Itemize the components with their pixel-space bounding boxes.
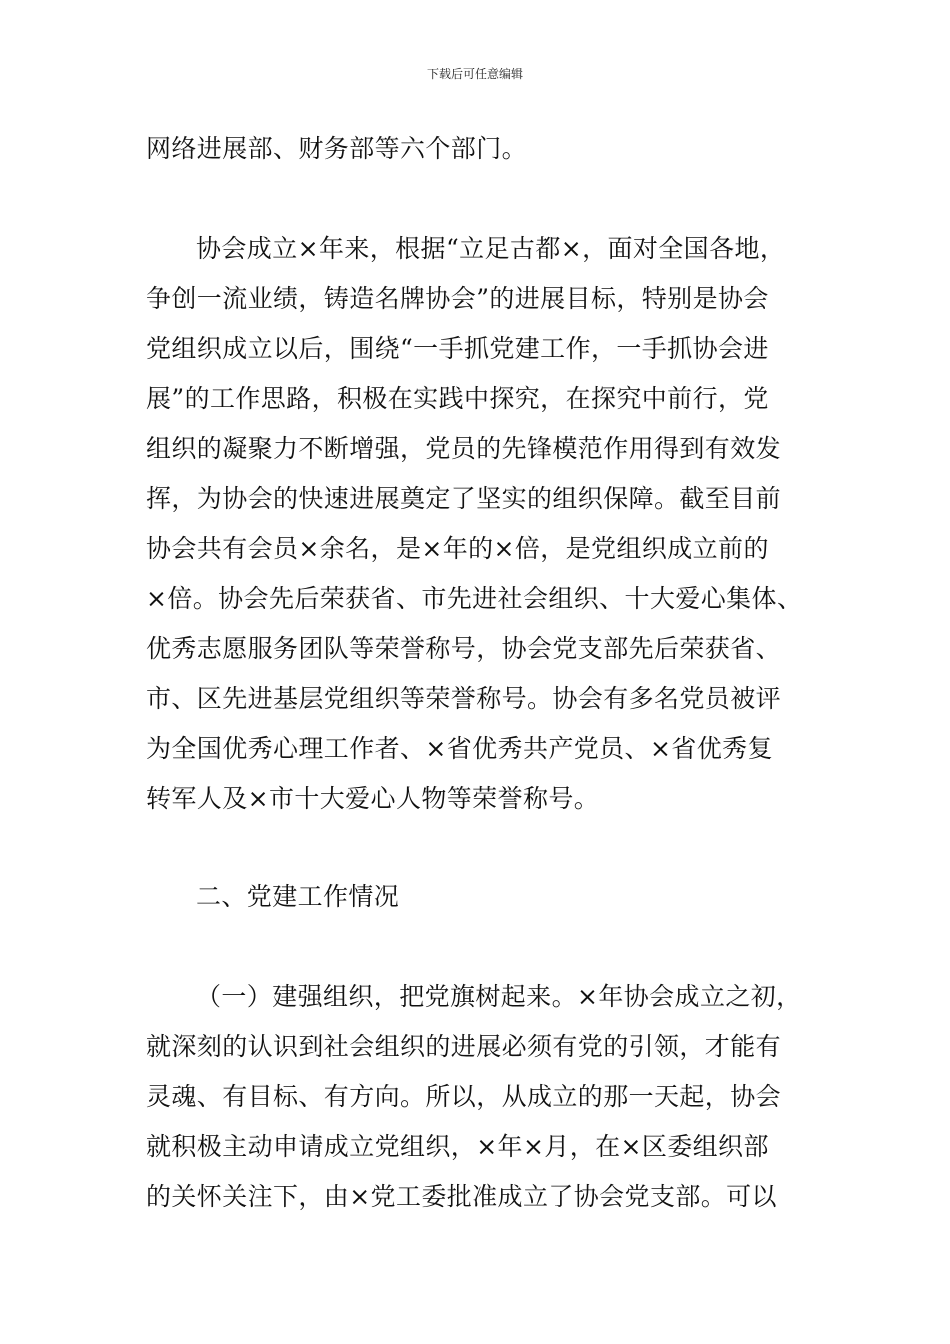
text-line: 协会成立×年来，根据“立足古都×，面对全国各地， (196, 234, 786, 263)
text-line: 展”的工作思路，积极在实践中探究，在探究中前行，党 (146, 384, 769, 413)
text-line: （一）建强组织，把党旗树起来。×年协会成立之初， (196, 982, 802, 1011)
text-line: 党组织成立以后，围绕“一手抓党建工作，一手抓协会进 (146, 334, 769, 363)
text-line: 市、区先进基层党组织等荣誉称号。协会有多名党员被评 (146, 684, 782, 713)
text-line: 就积极主动申请成立党组织，×年×月，在×区委组织部 (146, 1132, 769, 1161)
text-line: ×倍。协会先后荣获省、市先进社会组织、十大爱心集体、 (146, 584, 803, 613)
text-line: 优秀志愿服务团队等荣誉称号，协会党支部先后荣获省、 (146, 634, 782, 663)
text-line: 争创一流业绩，铸造名牌协会”的进展目标，特别是协会 (146, 284, 769, 313)
text-line: 的关怀关注下，由×党工委批准成立了协会党支部。可以 (146, 1182, 777, 1211)
text-line: 挥，为协会的快速进展奠定了坚实的组织保障。截至目前 (146, 484, 782, 513)
text-line: 就深刻的认识到社会组织的进展必须有党的引领，才能有 (146, 1032, 782, 1061)
text-line: 组织的凝聚力不断增强，党员的先锋模范作用得到有效发 (146, 434, 782, 463)
text-line: 转军人及×市十大爱心人物等荣誉称号。 (146, 784, 600, 813)
page-header: 下载后可任意编辑 (426, 67, 523, 81)
text-line: 网络进展部、财务部等六个部门。 (146, 134, 528, 163)
text-line: 为全国优秀心理工作者、×省优秀共产党员、×省优秀复 (146, 734, 773, 763)
text-line: 灵魂、有目标、有方向。所以，从成立的那一天起，协会 (146, 1082, 782, 1111)
section-heading: 二、党建工作情况 (196, 882, 400, 911)
text-line: 协会共有会员×余名，是×年的×倍，是党组织成立前的 (146, 534, 769, 563)
